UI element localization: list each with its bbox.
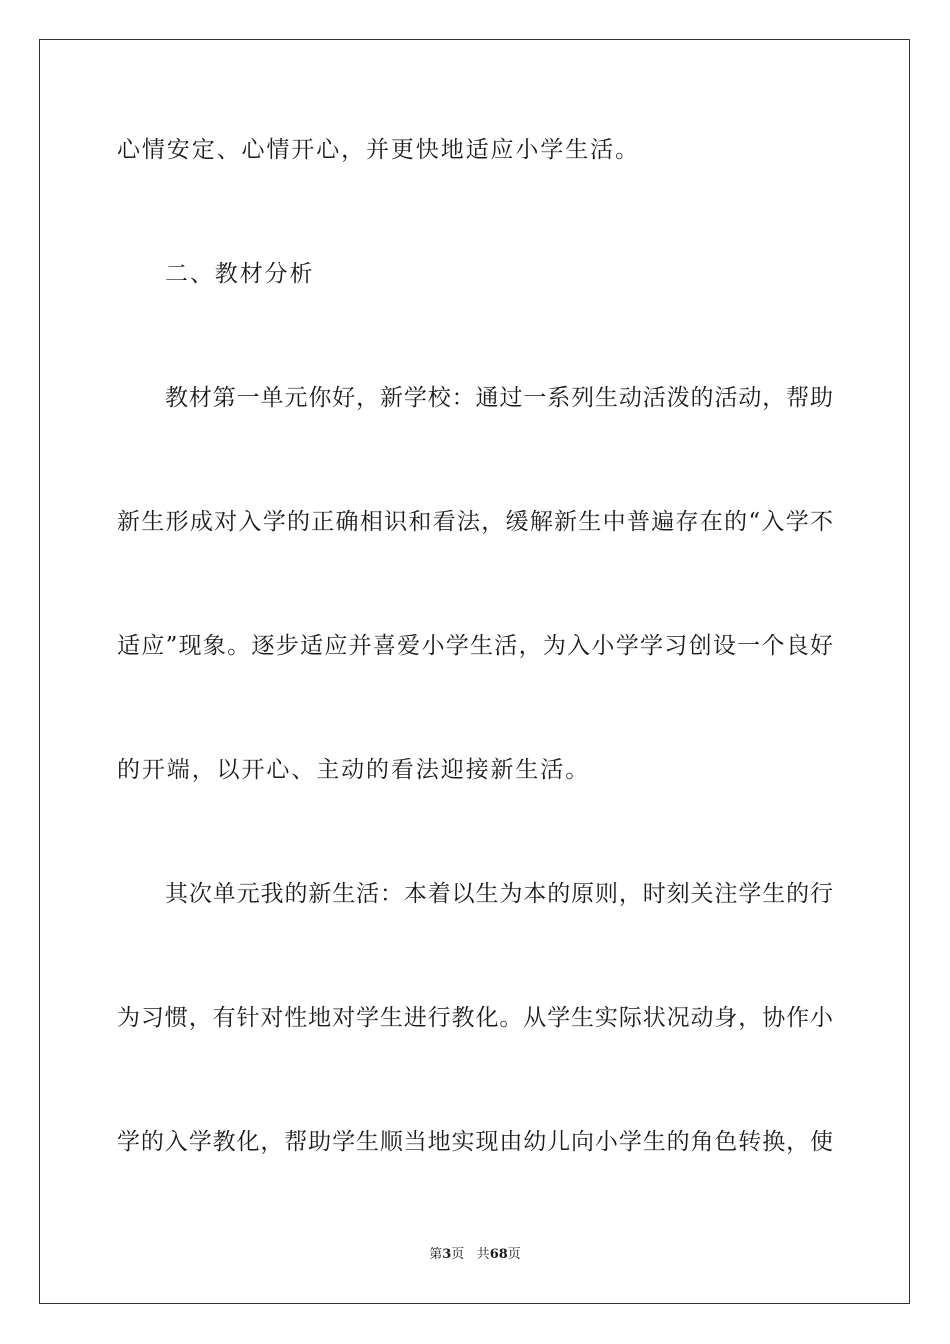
paragraph-line-7: 其次单元我的新生活：本着以生为本的原则，时刻关注学生的行 (165, 881, 833, 907)
paragraph-line-3: 教材第一单元你好，新学校：通过一系列生动活泼的活动，帮助 (165, 385, 833, 411)
footer-prefix: 第 (429, 1247, 443, 1262)
paragraph-line-5: 适应”现象。逐步适应并喜爱小学生活，为入小学学习创设一个良好 (117, 633, 833, 659)
paragraph-line-8: 为习惯，有针对性地对学生进行教化。从学生实际状况动身，协作小 (117, 1005, 833, 1031)
footer-page-suffix: 页 (451, 1247, 465, 1262)
paragraph-line-6: 的开端，以开心、主动的看法迎接新生活。 (117, 757, 591, 783)
footer-total-suffix: 页 (507, 1247, 521, 1262)
total-page-count: 68 (489, 1247, 508, 1262)
page-border (39, 39, 910, 1304)
section-heading: 二、教材分析 (165, 261, 315, 287)
current-page-number: 3 (442, 1247, 452, 1262)
page-footer (0, 1246, 950, 1264)
footer-total-prefix: 共 (476, 1247, 490, 1262)
paragraph-line-4: 新生形成对入学的正确相识和看法，缓解新生中普遍存在的“入学不 (117, 509, 833, 535)
paragraph-line-1: 心情安定、心情开心，并更快地适应小学生活。 (117, 137, 640, 163)
paragraph-line-9: 学的入学教化，帮助学生顺当地实现由幼儿向小学生的角色转换，使 (117, 1129, 833, 1155)
